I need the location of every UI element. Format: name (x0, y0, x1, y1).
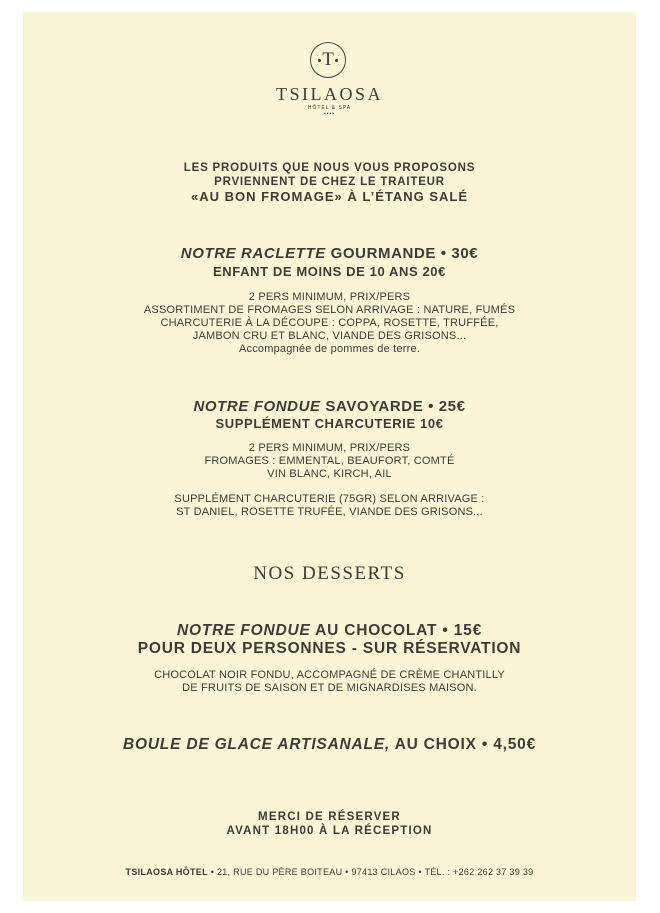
glace-title-italic: BOULE DE GLACE ARTISANALE, (122, 736, 391, 753)
fondue-title-italic: NOTRE FONDUE (193, 398, 321, 415)
desserts-heading: NOS DESSERTS (253, 563, 406, 584)
fondue-desc-1: 2 PERS MINIMUM, PRIX/PERS (248, 442, 411, 454)
intro-line-1: LES PRODUITS QUE NOUS VOUS PROPOSONS (183, 162, 476, 174)
brand-subtitle: HÔTEL & SPA (307, 105, 352, 111)
fondue-title-rest: SAVOYARDE • 25€ (320, 398, 466, 415)
raclette-desc-3: CHARCUTERIE À LA DÉCOUPE : COPPA, ROSETTE, TRUFFÉE, (160, 317, 499, 329)
reserve-line-2: AVANT 18H00 À LA RÉCEPTION (226, 825, 433, 837)
chocolat-subtitle: POUR DEUX PERSONNES - SUR RÉSERVATION (137, 640, 522, 657)
chocolat-title-rest: AU CHOCOLAT • 15€ (310, 622, 482, 639)
chocolat-title (23, 622, 636, 640)
fondue-subtitle: SUPPLÉMENT CHARCUTERIE 10€ (215, 416, 444, 431)
intro-line-3: «AU BON FROMAGE» À L’ÉTANG SALÉ (190, 189, 469, 204)
chocolat-title-italic: NOTRE FONDUE (176, 622, 311, 639)
footer-contact (23, 867, 636, 877)
reserve-line-1: MERCI DE RÉSERVER (258, 811, 401, 823)
raclette-desc-5: Accompagnée de pommes de terre. (238, 343, 421, 355)
intro-line-2: PRVIENNENT DE CHEZ LE TRAITEUR (214, 176, 445, 188)
fondue-title (23, 398, 636, 415)
logo-dot-right (335, 59, 338, 62)
glace-title (23, 736, 636, 754)
brand-stars: •••• (323, 111, 335, 117)
fondue-supplement-2: ST DANIEL, ROSETTE TRUFÉE, VIANDE DES GRISONS... (176, 506, 483, 518)
glace-title-rest: AU CHOIX • 4,50€ (390, 736, 537, 753)
raclette-title (23, 245, 636, 262)
fondue-desc-2: FROMAGES : EMMENTAL, BEAUFORT, COMTÉ (204, 455, 455, 467)
raclette-title-italic: NOTRE RACLETTE (180, 245, 326, 262)
fondue-supplement-1: SUPPLÉMENT CHARCUTERIE (75GR) SELON ARRIVAGE : (174, 493, 485, 505)
raclette-subtitle: ENFANT DE MOINS DE 10 ANS 20€ (213, 264, 446, 279)
menu-page (23, 12, 636, 901)
footer-hotel-name: TSILAOSA HÔTEL (125, 867, 208, 877)
chocolat-desc-1: CHOCOLAT NOIR FONDU, ACCOMPAGNÉ DE CRÈME CHANTILLY (154, 669, 505, 681)
brand-name: TSILAOSA (275, 84, 383, 104)
fondue-desc-3: VIN BLANC, KIRCH, AIL (267, 468, 392, 480)
raclette-title-rest: GOURMANDE • 30€ (325, 245, 479, 262)
raclette-desc-4: JAMBON CRU ET BLANC, VIANDE DES GRISONS... (192, 330, 467, 342)
raclette-desc-1: 2 PERS MINIMUM, PRIX/PERS (248, 291, 411, 303)
chocolat-desc-2: DE FRUITS DE SAISON ET DE MIGNARDISES MAISON. (182, 682, 477, 694)
raclette-desc-2: ASSORTIMENT DE FROMAGES SELON ARRIVAGE : NATURE, FUMÉS (143, 304, 516, 316)
logo-letter: T (322, 49, 334, 70)
logo-emblem (310, 42, 346, 78)
footer-address: • 21, RUE DU PÈRE BOITEAU • 97413 CILAOS • TÉL. : +262 262 37 39 39 (207, 867, 534, 877)
